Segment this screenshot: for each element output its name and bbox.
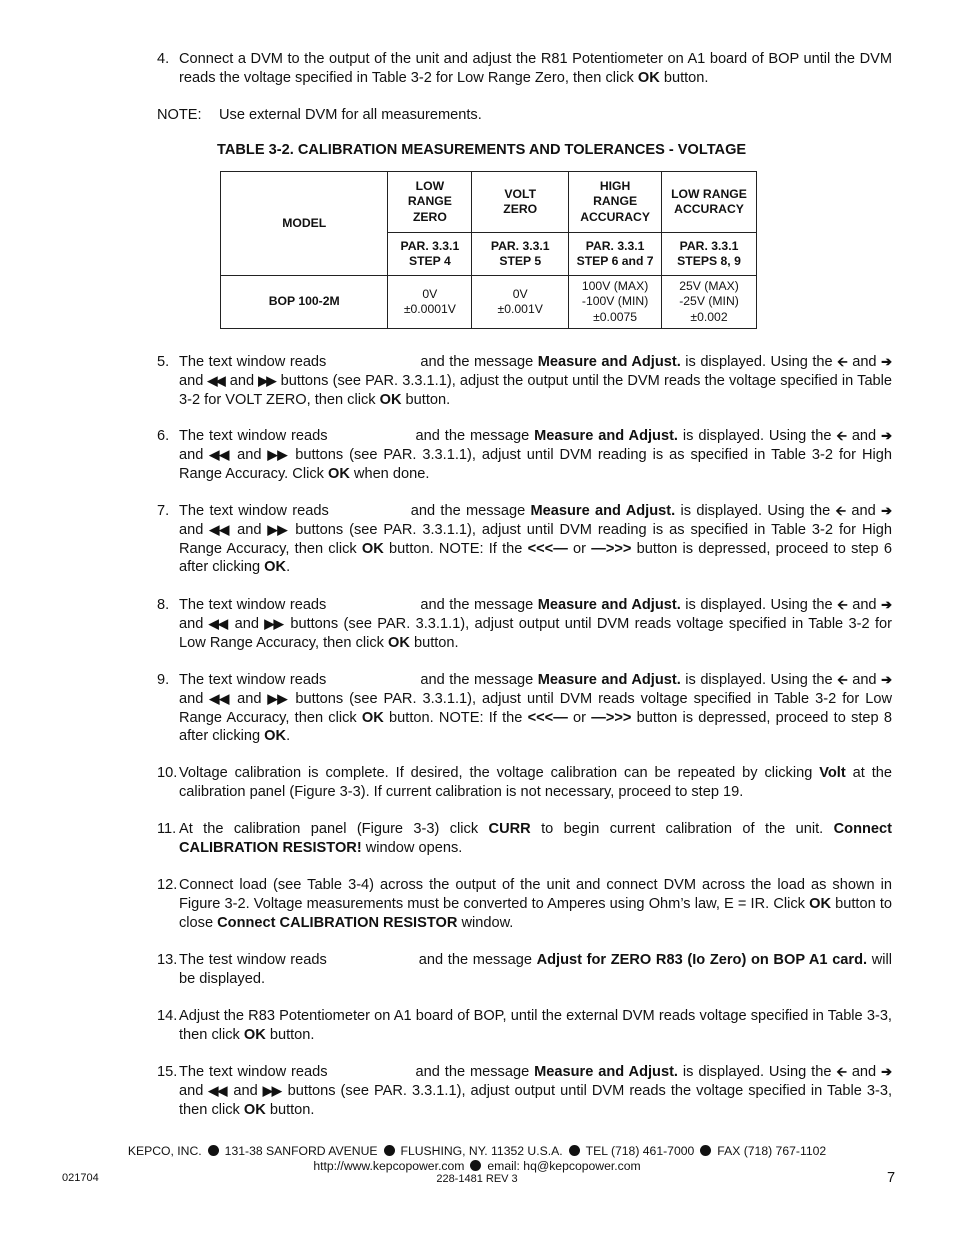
arrow-right-icon: ➔	[881, 354, 890, 369]
step-4: 4. Connect a DVM to the output of the unit and adjust the R81 Potentiometer on A1 board of BOP until the DVM reads the voltage specified in Table 3-2 for Low Range Zero, then click OK button.	[157, 51, 892, 86]
col-head-low-range-accuracy: LOW RANGE ACCURACY	[662, 172, 757, 233]
arrow-left-icon: 🡨	[836, 1064, 845, 1079]
footer-address: KEPCO, INC. 131-38 SANFORD AVENUE FLUSHING, NY. 11352 U.S.A. TEL (718) 461-7000 FAX (718) 767-1102	[127, 1144, 827, 1158]
arrow-left-icon: 🡨	[837, 597, 846, 612]
col-head-high-range-accuracy: HIGH RANGE ACCURACY	[569, 172, 662, 233]
arrow-left-icon: 🡨	[837, 354, 846, 369]
par-head: PAR. 3.3.1 STEP 4	[388, 233, 472, 276]
arrow-right-icon: ➔	[881, 1064, 890, 1079]
step-13: 13. The test window reads and the message Adjust for ZERO R83 (Io Zero) on BOP A1 card. will be displayed.	[157, 952, 892, 987]
value-cell: 100V (MAX) -100V (MIN) ±0.0075	[569, 276, 662, 329]
step-number: 4.	[157, 51, 170, 67]
bullet-icon	[569, 1145, 580, 1156]
step-15: 15. The text window reads and the message Measure and Adjust. is displayed. Using the 🡨 and ➔ and ◀◀ and ▶▶ buttons (see PAR. 3.3.1.1), adjust output until DVM reads the voltage specified in Table 3-3, then click OK button.	[157, 1064, 892, 1118]
model-cell: BOP 100-2M	[221, 276, 388, 329]
rewind-icon: ◀◀	[209, 446, 230, 462]
page-number: 7	[887, 1170, 896, 1186]
doc-date-code: 021704	[62, 1172, 99, 1184]
rewind-icon: ◀◀	[209, 690, 230, 706]
note-text: Use external DVM for all measurements.	[219, 107, 482, 123]
arrow-left-icon: 🡨	[835, 503, 845, 518]
bullet-icon	[208, 1145, 219, 1156]
fast-forward-icon: ▶▶	[267, 446, 288, 462]
step-11: 11. At the calibration panel (Figure 3-3) click CURR to begin current calibration of the unit. Connect CALIBRATION RESISTOR! window opens.	[157, 821, 892, 856]
value-cell: 25V (MAX) -25V (MIN) ±0.002	[662, 276, 757, 329]
step-5: 5. The text window reads and the message Measure and Adjust. is displayed. Using the 🡨 and ➔ and ◀◀ and ▶▶ buttons (see PAR. 3.3.1.1), adjust the output until the DVM reads the voltage specified in Table 3-2 for VOLT ZERO, then click OK button.	[157, 354, 893, 408]
arrow-left-icon: 🡨	[837, 672, 846, 687]
fast-forward-icon: ▶▶	[264, 615, 283, 631]
col-head-low-range-zero: LOW RANGE ZERO	[388, 172, 472, 233]
arrow-right-icon: ➔	[881, 503, 890, 518]
arrow-right-icon: ➔	[881, 597, 890, 612]
step-8: 8. The text window reads and the message Measure and Adjust. is displayed. Using the 🡨 and ➔ and ◀◀ and ▶▶ buttons (see PAR. 3.3.1.1), adjust output until DVM reads voltage specified in Table 3-2 for Low Range Accuracy, then click OK button.	[157, 597, 892, 651]
bullet-icon	[470, 1160, 481, 1171]
email-link[interactable]: email: hq@kepcopower.com	[487, 1159, 641, 1173]
par-head: PAR. 3.3.1 STEPS 8, 9	[662, 233, 757, 276]
arrow-right-icon: ➔	[881, 672, 890, 687]
col-head-volt-zero: VOLT ZERO	[472, 172, 569, 233]
step-7: 7. The text window reads and the message Measure and Adjust. is displayed. Using the 🡨 and ➔ and ◀◀ and ▶▶ buttons (see PAR. 3.3.1.1), adjust until DVM reading is as specified in Table 3-2 for High Range Accuracy, then click OK button. NOTE: If the <<<— or —>>> button is depressed, proceed to step 6 after clicking OK.	[157, 503, 893, 576]
fast-forward-icon: ▶▶	[267, 521, 288, 537]
step-6: 6. The text window reads and the message Measure and Adjust. is displayed. Using the 🡨 and ➔ and ◀◀ and ▶▶ buttons (see PAR. 3.3.1.1), adjust until DVM reading is as specified in Table 3-2 for High Range Accuracy. Click OK when done.	[157, 428, 892, 482]
doc-revision: 228-1481 REV 3	[436, 1173, 518, 1185]
rewind-icon: ◀◀	[208, 1082, 227, 1098]
calibration-table	[220, 171, 757, 329]
note-label: NOTE:	[157, 107, 202, 123]
fast-forward-icon: ▶▶	[262, 1082, 281, 1098]
table-title: TABLE 3-2. CALIBRATION MEASUREMENTS AND TOLERANCES - VOLTAGE	[217, 142, 747, 158]
par-head: PAR. 3.3.1 STEP 5	[472, 233, 569, 276]
step-10: 10. Voltage calibration is complete. If desired, the voltage calibration can be repeated by clicking Volt at the calibration panel (Figure 3-3). If current calibration is not necessary, proceed to step 19.	[157, 765, 892, 800]
bullet-icon	[700, 1145, 711, 1156]
arrow-right-icon: ➔	[881, 428, 890, 443]
footer-web	[0, 1159, 954, 1173]
step-12: 12. Connect load (see Table 3-4) across the output of the unit and connect DVM across the load as shown in Figure 3-2. Voltage measurements must be converted to Amperes using Ohm’s law, E = IR. Click OK button to close Connect CALIBRATION RESISTOR window.	[157, 877, 893, 931]
arrow-left-icon: 🡨	[836, 428, 845, 443]
rewind-icon: ◀◀	[207, 372, 224, 388]
rewind-icon: ◀◀	[208, 615, 228, 631]
rewind-icon: ◀◀	[209, 521, 230, 537]
fast-forward-icon: ▶▶	[258, 372, 275, 388]
bullet-icon	[384, 1145, 395, 1156]
website-link[interactable]: http://www.kepcopower.com	[313, 1159, 465, 1173]
step-14: 14. Adjust the R83 Potentiometer on A1 board of BOP, until the external DVM reads voltage specified in Table 3-3, then click OK button.	[157, 1008, 892, 1043]
step-9: 9. The text window reads and the message Measure and Adjust. is displayed. Using the 🡨 and ➔ and ◀◀ and ▶▶ buttons (see PAR. 3.3.1.1), adjust until DVM reads voltage specified in Table 3-2 for Low Range Accuracy, then click OK button. NOTE: If the <<<— or —>>> button is depressed, proceed to step 8 after clicking OK.	[157, 672, 893, 745]
model-header: MODEL	[221, 172, 388, 276]
value-cell: 0V ±0.001V	[472, 276, 569, 329]
fast-forward-icon: ▶▶	[267, 690, 288, 706]
value-cell: 0V ±0.0001V	[388, 276, 472, 329]
par-head: PAR. 3.3.1 STEP 6 and 7	[569, 233, 662, 276]
note	[157, 107, 482, 123]
